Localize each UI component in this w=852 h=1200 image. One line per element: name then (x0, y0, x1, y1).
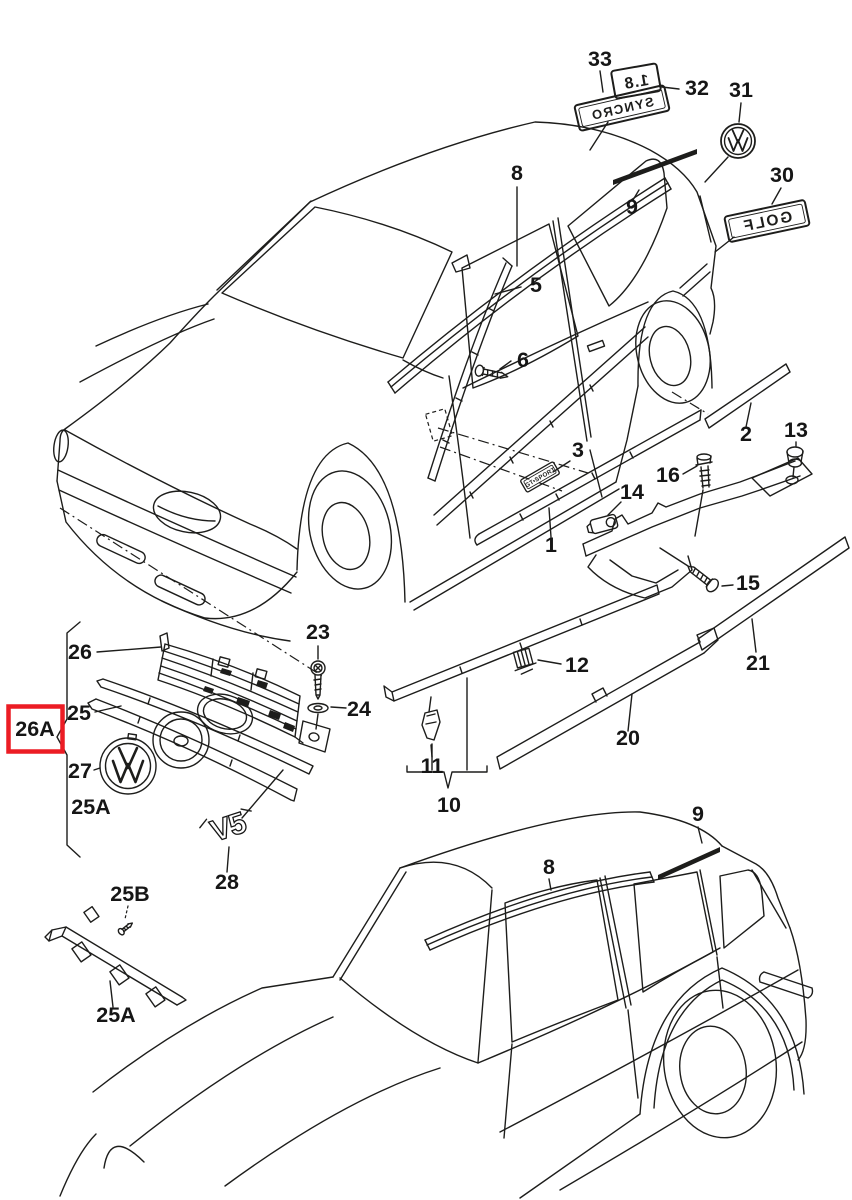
callout-20[interactable]: 20 (616, 726, 640, 750)
callout-13[interactable]: 13 (784, 418, 808, 442)
screw-15 (684, 561, 721, 594)
callout-30[interactable]: 30 (770, 163, 794, 187)
engine-badge-text: 1.8 (622, 71, 651, 94)
clip-11 (422, 710, 440, 740)
side-mirror (452, 255, 470, 272)
roof-moulding-strip-8-wagon (425, 872, 654, 950)
callout-2[interactable]: 2 (740, 422, 752, 446)
sill-strip-20 (497, 628, 718, 769)
callout-labels (15, 47, 808, 1027)
callout-1[interactable]: 1 (545, 533, 557, 557)
callout-25B[interactable]: 25B (110, 882, 150, 906)
grille-assembly-drawing (57, 622, 330, 857)
clip-12 (511, 648, 538, 676)
syncro-badge-text: SYNCRO (588, 93, 656, 124)
callout-6[interactable]: 6 (517, 348, 529, 372)
door-handle (587, 340, 604, 351)
front-wheel (297, 462, 404, 598)
callout-32[interactable]: 32 (685, 76, 709, 100)
callout-25A-bottom[interactable]: 25A (96, 1003, 136, 1027)
callout-23[interactable]: 23 (306, 620, 330, 644)
callout-3[interactable]: 3 (572, 438, 584, 462)
callout-26A[interactable]: 26A (15, 717, 55, 741)
screw-25b (117, 920, 134, 936)
golf-badge (724, 200, 810, 242)
callout-14[interactable]: 14 (620, 480, 644, 504)
wagon-car-drawing (60, 812, 813, 1198)
screw-15-leader-line (660, 548, 688, 566)
lower-grille-strip-25 (88, 679, 313, 818)
vw-roundel-31 (721, 124, 755, 158)
callout-10[interactable]: 10 (437, 793, 461, 817)
callout-28[interactable]: 28 (215, 870, 239, 894)
v5-badge-28 (197, 803, 259, 851)
roof-moulding-strip-9-wagon (658, 847, 720, 880)
callout-12[interactable]: 12 (565, 653, 589, 677)
callout-31[interactable]: 31 (729, 78, 753, 102)
callout-25[interactable]: 25 (67, 701, 91, 725)
callout-33[interactable]: 33 (588, 47, 612, 71)
screw-23 (311, 661, 325, 699)
callout-5[interactable]: 5 (530, 273, 542, 297)
callout-11[interactable]: 11 (420, 754, 444, 778)
callout-16[interactable]: 16 (656, 463, 680, 487)
golf-badge-text: GOLF (740, 208, 794, 236)
support-bracket-25a-drawing (45, 907, 186, 1007)
callout-27[interactable]: 27 (68, 759, 92, 783)
sill-strip-21 (698, 537, 849, 650)
roof-moulding-strip-9-top (613, 149, 697, 185)
callout-9-top[interactable]: 9 (626, 195, 638, 219)
callout-8-wagon[interactable]: 8 (543, 855, 555, 879)
top-car-drawing (52, 122, 721, 676)
brace-10 (407, 678, 487, 788)
callout-9-wagon[interactable]: 9 (692, 802, 704, 826)
callout-25A-grille[interactable]: 25A (71, 795, 111, 819)
callout-15[interactable]: 15 (736, 571, 760, 595)
callout-24[interactable]: 24 (347, 697, 371, 721)
plug-13 (787, 447, 803, 477)
leader-lines (94, 71, 796, 1007)
callout-26[interactable]: 26 (68, 640, 92, 664)
callout-8-top[interactable]: 8 (511, 161, 523, 185)
callout-21[interactable]: 21 (746, 651, 770, 675)
v5-badge-text: V5 (206, 806, 250, 849)
engine-1-8-badge (611, 63, 661, 99)
gt-sport-badge-text: GT SPORT (523, 466, 557, 490)
vw-emblem-27 (100, 734, 156, 794)
wagon-rear-wheel (654, 983, 786, 1145)
